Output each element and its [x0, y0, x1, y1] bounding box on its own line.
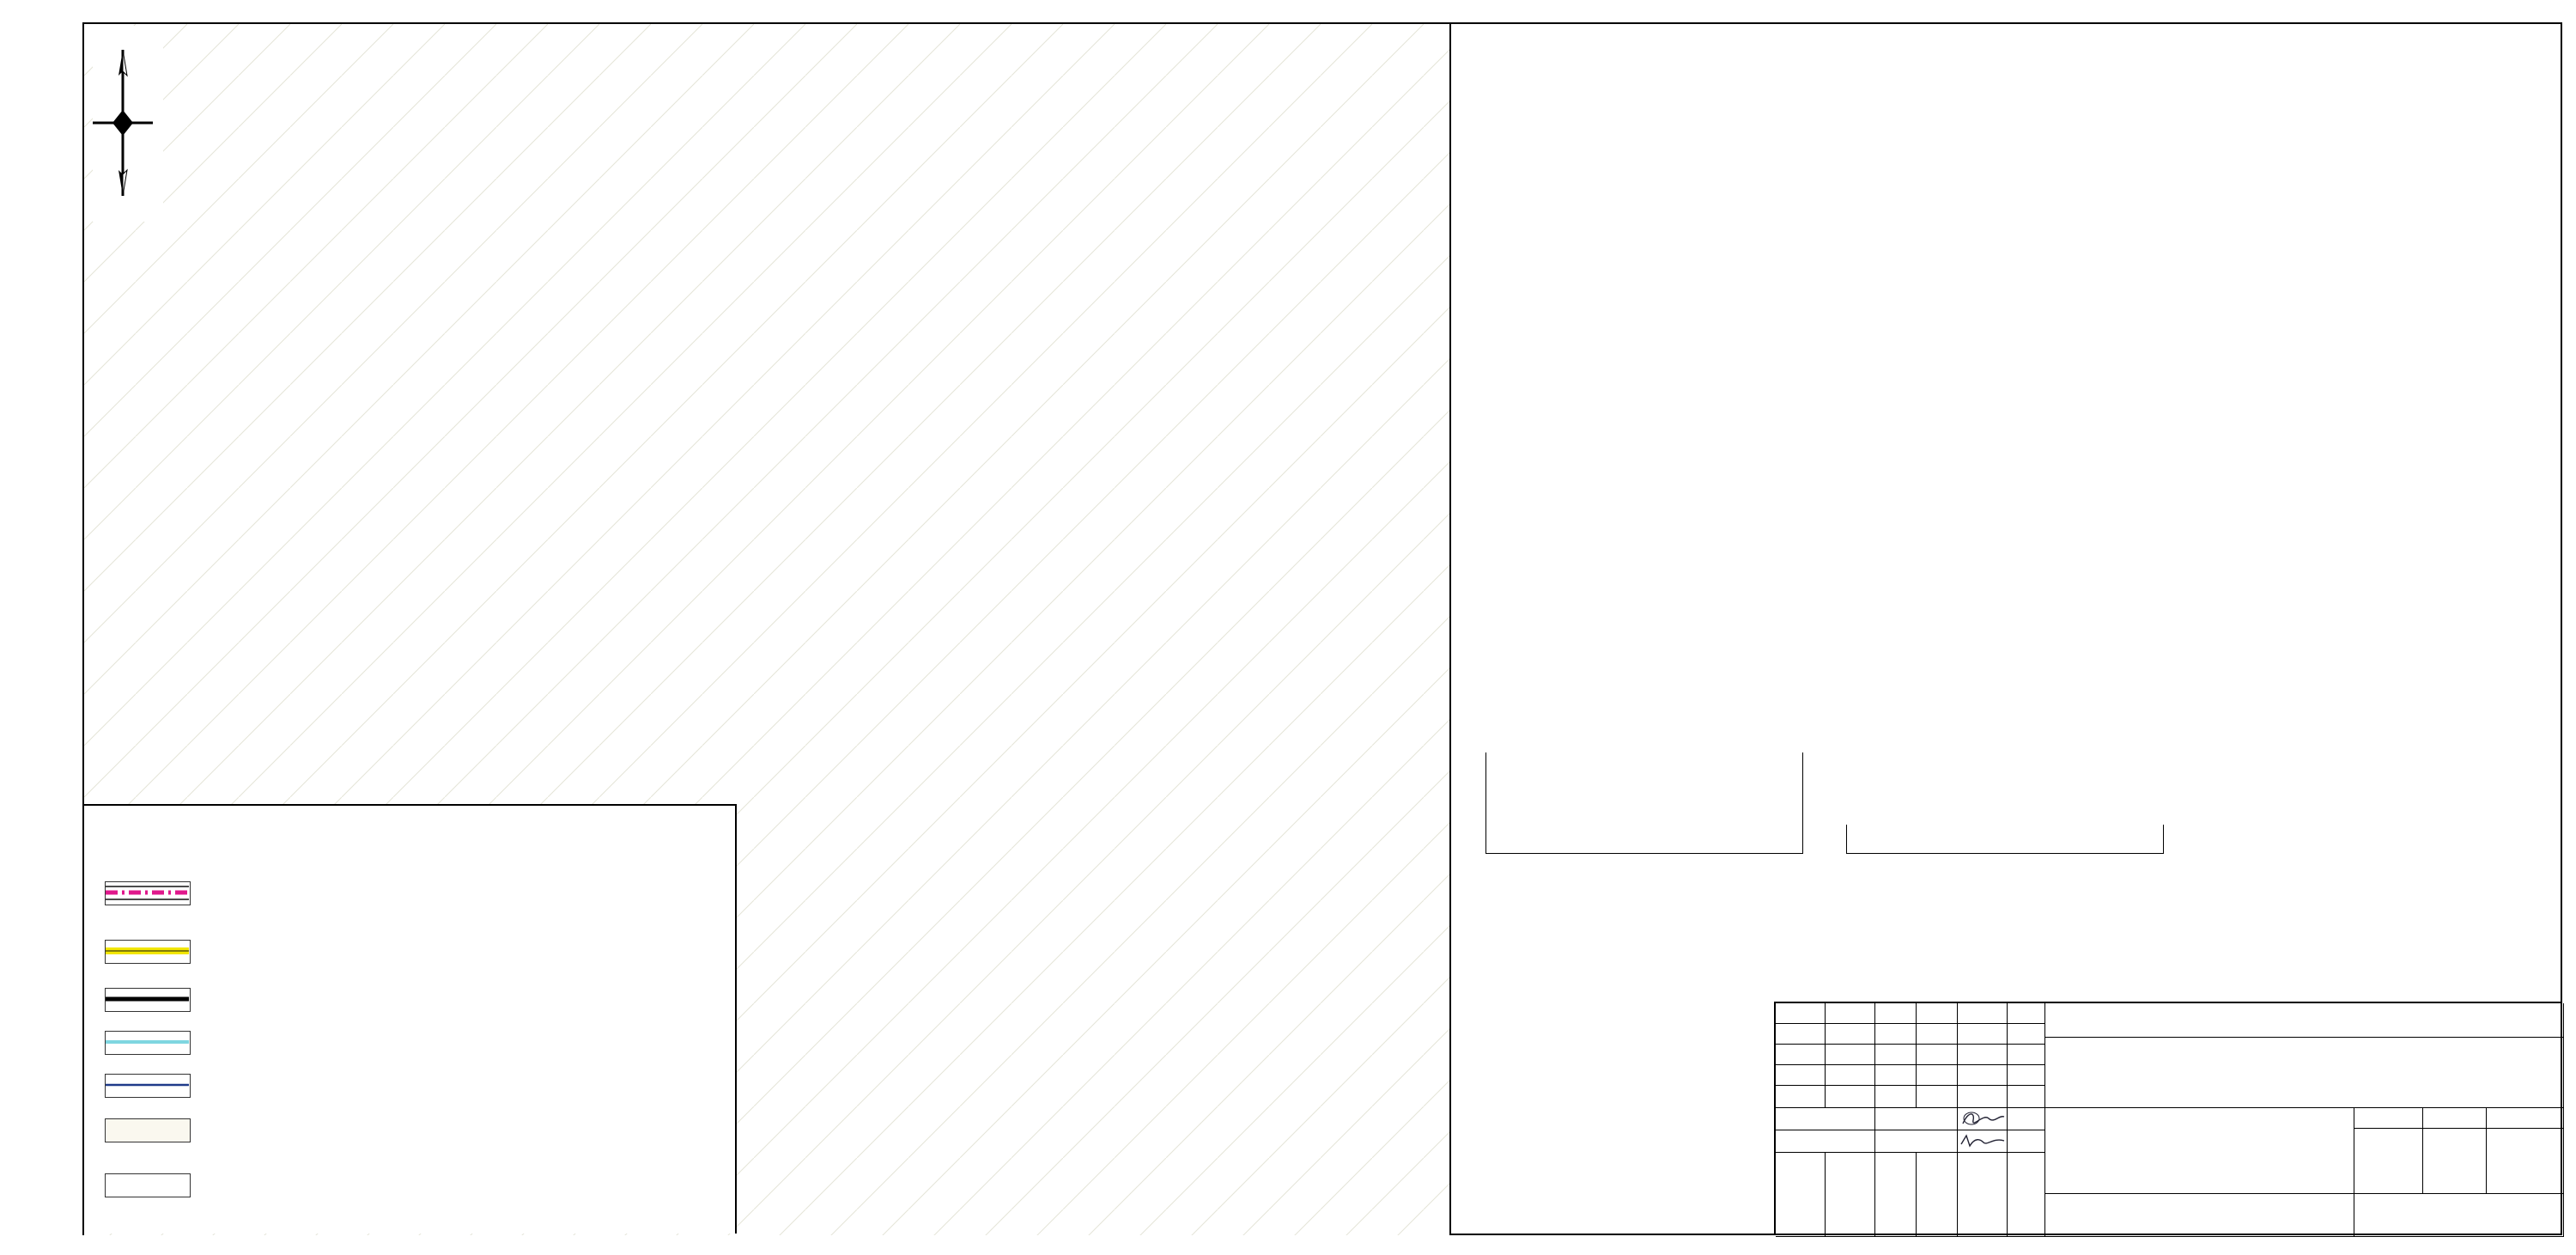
legend-item-existing-lines — [105, 1026, 740, 1060]
legend-swatch-red-lines — [105, 988, 191, 1012]
table-2-frame-tail — [1846, 825, 2164, 854]
legend-item-parcel — [105, 1069, 740, 1103]
legend-swatch-boundary — [105, 881, 191, 905]
legend-swatch-oks — [105, 1118, 191, 1142]
legend-swatch-planning — [105, 940, 191, 964]
legend-swatch-existing-lines — [105, 1031, 191, 1055]
signature-2 — [1958, 1130, 2008, 1151]
compass-rose — [93, 26, 163, 222]
legend — [84, 804, 737, 1234]
legend-item-red-lines — [105, 983, 740, 1017]
legend-swatch-points — [105, 1173, 191, 1197]
legend-item-oks — [105, 1113, 740, 1148]
signature-1 — [1958, 1108, 2008, 1129]
title-block — [1774, 1002, 2562, 1235]
table-1-frame-tail — [1485, 752, 1803, 854]
legend-item-planning — [105, 935, 740, 969]
legend-item-boundary — [105, 876, 740, 911]
legend-item-points — [105, 1168, 740, 1203]
legend-swatch-parcel — [105, 1074, 191, 1098]
